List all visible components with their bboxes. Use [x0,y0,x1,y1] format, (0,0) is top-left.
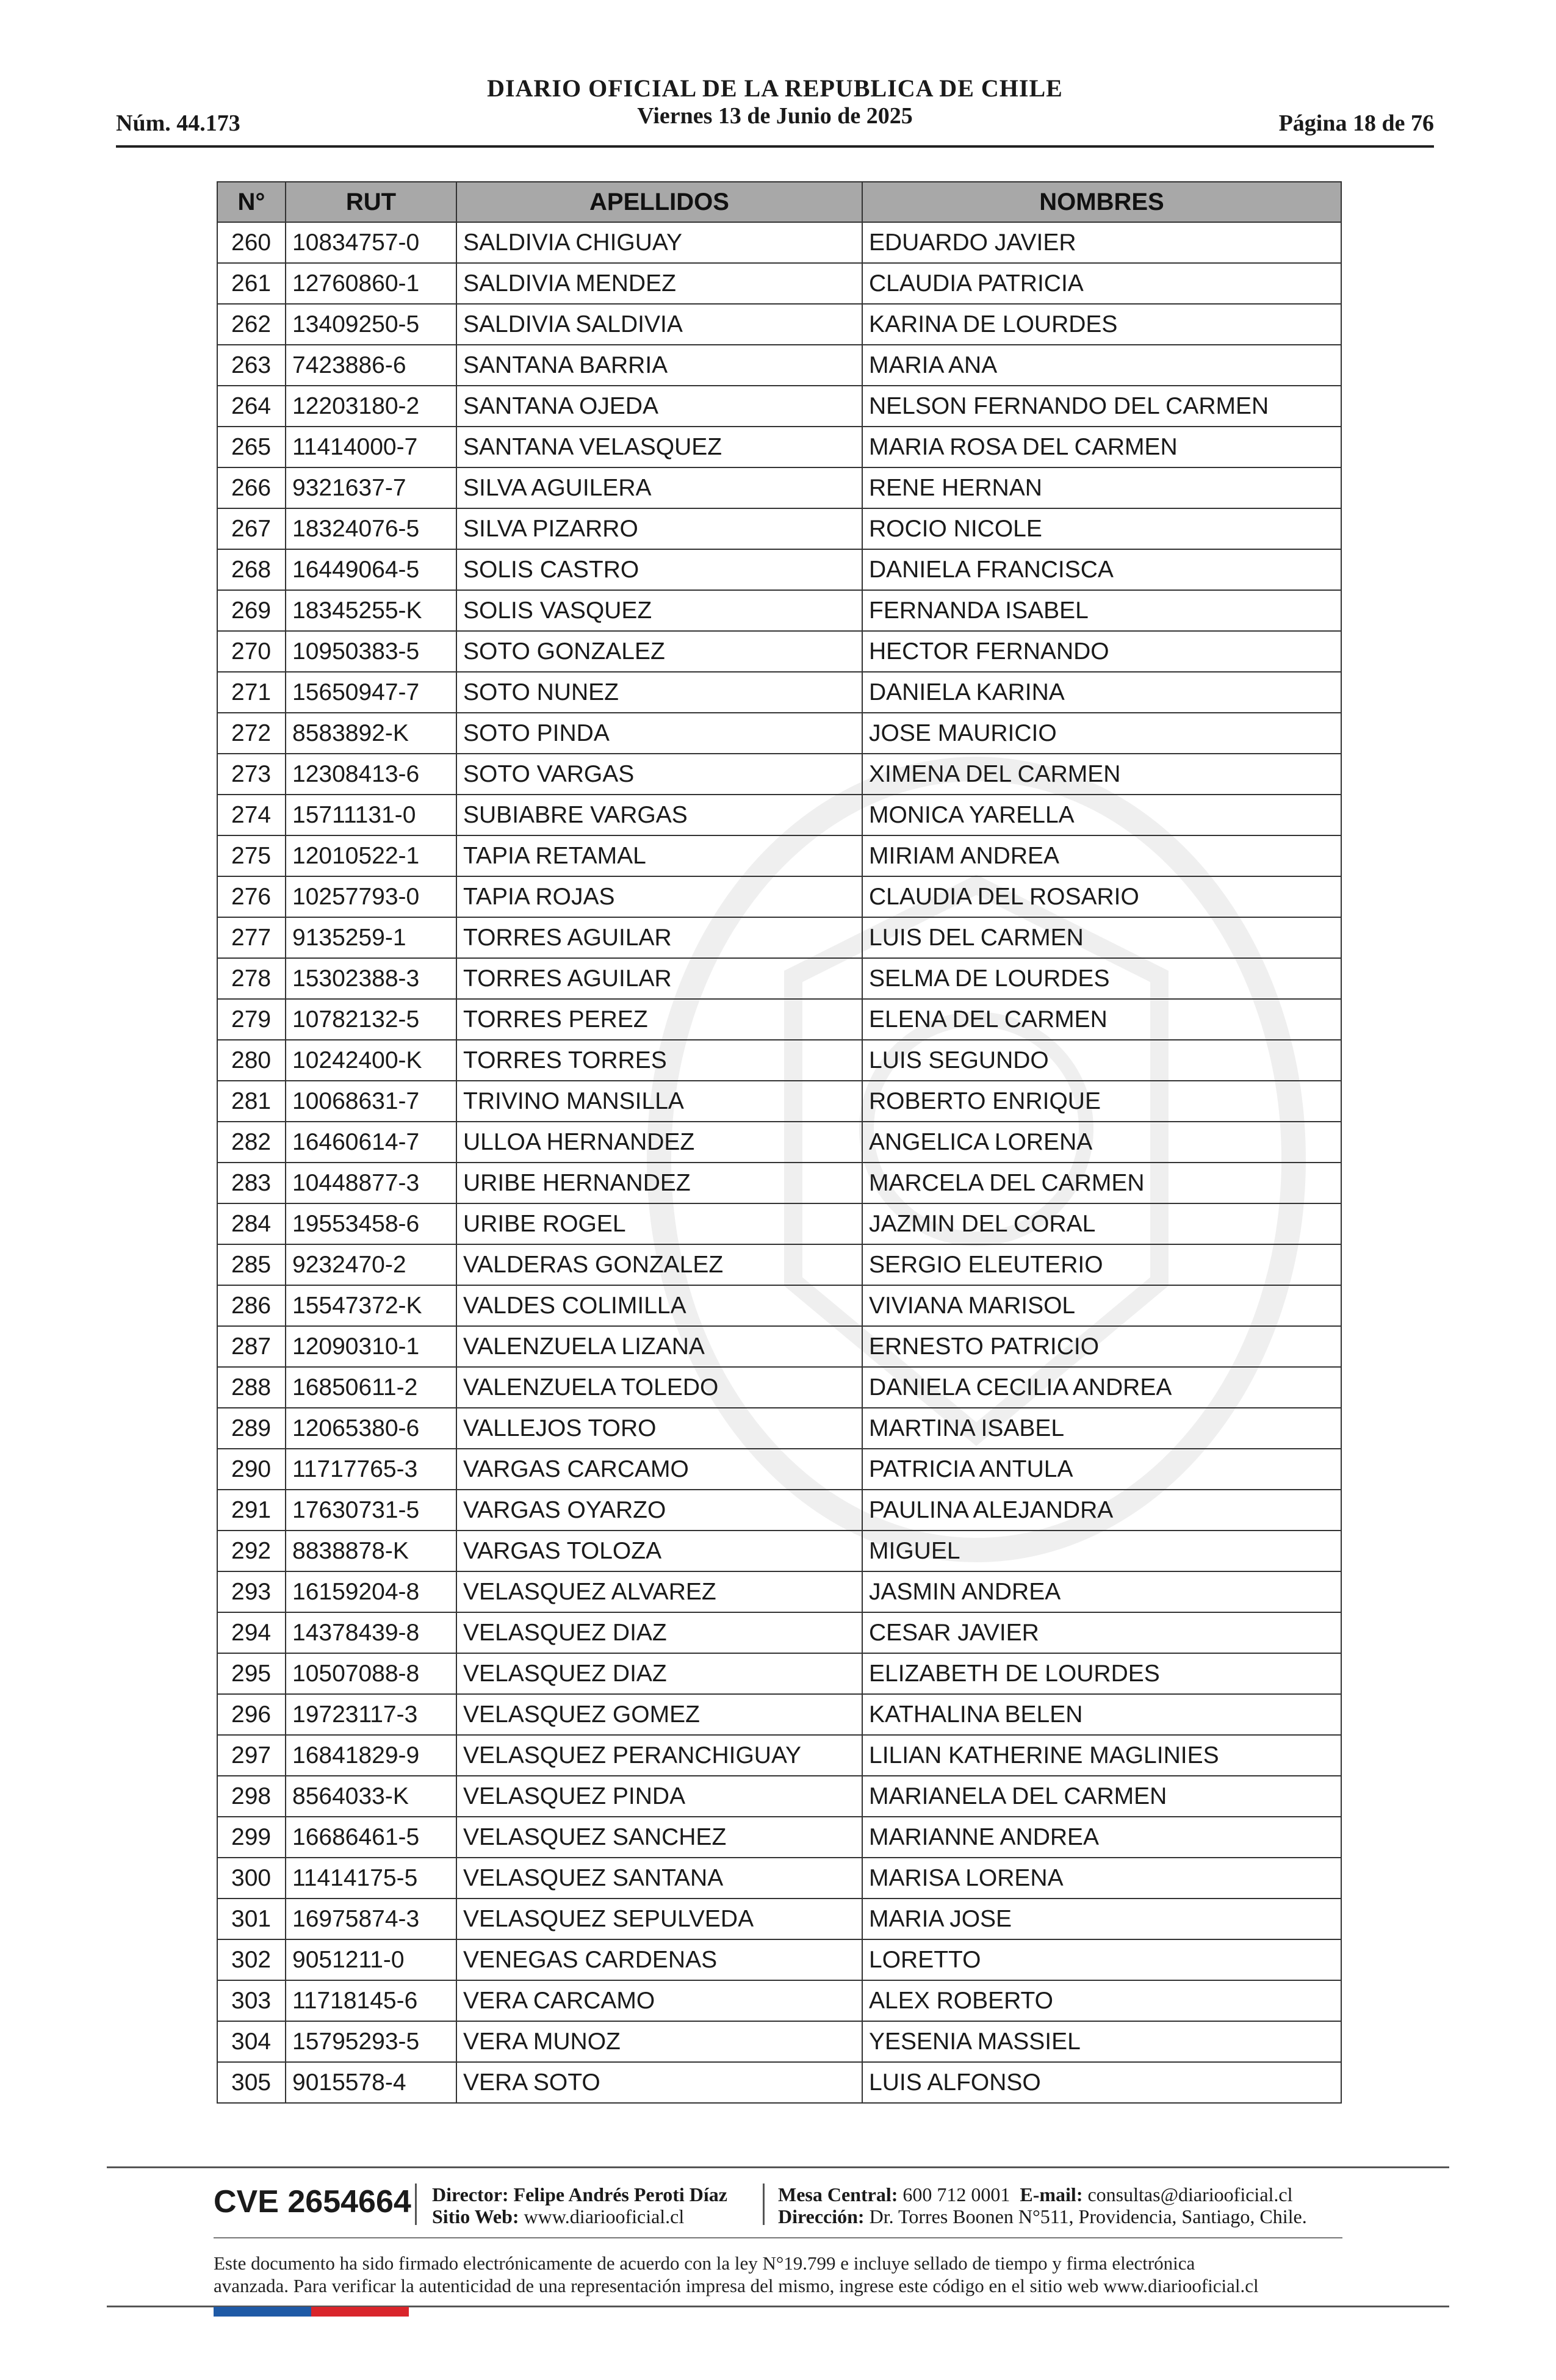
cell-rut: 12203180-2 [286,386,456,427]
footer-separator [415,2183,417,2225]
cell-names: LUIS DEL CARMEN [862,917,1341,958]
cell-names: SERGIO ELEUTERIO [862,1244,1341,1285]
cell-rut: 18345255-K [286,590,456,631]
cell-surnames: VELASQUEZ GOMEZ [456,1694,862,1735]
cell-rut: 17630731-5 [286,1490,456,1531]
cell-surnames: TORRES AGUILAR [456,917,862,958]
cell-names: ELIZABETH DE LOURDES [862,1653,1341,1694]
cell-names: FERNANDA ISABEL [862,590,1341,631]
cell-rut: 11718145-6 [286,1980,456,2021]
cell-number: 277 [217,917,286,958]
cell-surnames: TRIVINO MANSILLA [456,1081,862,1122]
publication-title: DIARIO OFICIAL DE LA REPUBLICA DE CHILE [487,74,1063,102]
cell-surnames: SOTO VARGAS [456,754,862,795]
cell-number: 300 [217,1858,286,1899]
table-row [217,1694,1341,1735]
cell-rut: 8564033-K [286,1776,456,1817]
cell-surnames: VERA MUNOZ [456,2021,862,2062]
cell-names: JASMIN ANDREA [862,1571,1341,1612]
cell-surnames: VELASQUEZ ALVAREZ [456,1571,862,1612]
cell-number: 271 [217,672,286,713]
cell-rut: 8838878-K [286,1531,456,1571]
cell-number: 275 [217,835,286,876]
cell-rut: 12090310-1 [286,1326,456,1367]
address-value: Dr. Torres Boonen N°511, Providencia, Santiago, Chile. [869,2205,1307,2227]
cell-rut: 10950383-5 [286,631,456,672]
issue-number: Núm. 44.173 [116,110,240,136]
cell-names: ERNESTO PATRICIO [862,1326,1341,1367]
footer-divider [214,2237,1342,2238]
cell-rut: 9135259-1 [286,917,456,958]
cell-names: CESAR JAVIER [862,1612,1341,1653]
cell-names: MIGUEL [862,1531,1341,1571]
cell-surnames: VALENZUELA TOLEDO [456,1367,862,1408]
cell-surnames: SALDIVIA SALDIVIA [456,304,862,345]
table-row [217,1612,1341,1653]
email-label: E-mail: [1020,2183,1083,2205]
table-row [217,1980,1341,2021]
cell-rut: 11717765-3 [286,1449,456,1490]
footer-divider [107,2166,1449,2168]
cell-rut: 11414000-7 [286,427,456,467]
cell-names: JAZMIN DEL CORAL [862,1203,1341,1244]
cell-names: PATRICIA ANTULA [862,1449,1341,1490]
cell-names: MARIANELA DEL CARMEN [862,1776,1341,1817]
table-row [217,1326,1341,1367]
cell-surnames: TORRES AGUILAR [456,958,862,999]
cell-rut: 12010522-1 [286,835,456,876]
cell-surnames: VALLEJOS TORO [456,1408,862,1449]
cell-number: 261 [217,263,286,304]
table-row [217,1244,1341,1285]
cell-number: 288 [217,1367,286,1408]
cell-surnames: ULLOA HERNANDEZ [456,1122,862,1163]
footer-director-block [432,2183,727,2227]
cell-number: 284 [217,1203,286,1244]
cell-surnames: VELASQUEZ PERANCHIGUAY [456,1735,862,1776]
cell-names: ANGELICA LORENA [862,1122,1341,1163]
cell-rut: 7423886-6 [286,345,456,386]
cell-number: 305 [217,2062,286,2103]
cell-number: 303 [217,1980,286,2021]
cell-surnames: VARGAS TOLOZA [456,1531,862,1571]
cell-names: XIMENA DEL CARMEN [862,754,1341,795]
table-row [217,795,1341,835]
column-header-names: NOMBRES [862,182,1341,222]
table-row [217,1203,1341,1244]
cell-surnames: TAPIA RETAMAL [456,835,862,876]
table-row [217,1449,1341,1490]
cell-number: 266 [217,467,286,508]
cell-surnames: SOLIS VASQUEZ [456,590,862,631]
cell-names: JOSE MAURICIO [862,713,1341,754]
cell-surnames: TORRES PEREZ [456,999,862,1040]
table-row [217,713,1341,754]
cell-rut: 10507088-8 [286,1653,456,1694]
table-row [217,1285,1341,1326]
cell-names: DANIELA FRANCISCA [862,549,1341,590]
table-header-row [217,182,1341,222]
table-row [217,1735,1341,1776]
cell-rut: 12760860-1 [286,263,456,304]
cell-number: 274 [217,795,286,835]
cell-number: 296 [217,1694,286,1735]
legal-notice [214,2252,1342,2297]
cell-names: MARCELA DEL CARMEN [862,1163,1341,1203]
cell-surnames: VELASQUEZ SANCHEZ [456,1817,862,1858]
cell-rut: 15547372-K [286,1285,456,1326]
legal-line: Este documento ha sido firmado electrónicamente de acuerdo con la ley N°19.799 e incluye sellado de tiempo y firma electrónica [214,2252,1195,2274]
cell-number: 273 [217,754,286,795]
mesa-phone: 600 712 0001 [902,2183,1010,2205]
cell-rut: 18324076-5 [286,508,456,549]
table-row [217,427,1341,467]
cell-number: 262 [217,304,286,345]
cell-rut: 10242400-K [286,1040,456,1081]
cell-number: 283 [217,1163,286,1203]
mesa-label: Mesa Central: [778,2183,898,2205]
email-link[interactable]: consultas@diariooficial.cl [1087,2183,1293,2205]
cell-names: ELENA DEL CARMEN [862,999,1341,1040]
table-row [217,1490,1341,1531]
table-row [217,999,1341,1040]
cell-names: ROCIO NICOLE [862,508,1341,549]
cell-names: DANIELA CECILIA ANDREA [862,1367,1341,1408]
cell-rut: 9051211-0 [286,1939,456,1980]
cell-rut: 10257793-0 [286,876,456,917]
cell-surnames: URIBE HERNANDEZ [456,1163,862,1203]
cell-number: 294 [217,1612,286,1653]
cell-names: MARIANNE ANDREA [862,1817,1341,1858]
table-row [217,917,1341,958]
table-row [217,835,1341,876]
cell-names: MARIA JOSE [862,1899,1341,1939]
cell-names: LORETTO [862,1939,1341,1980]
cell-number: 295 [217,1653,286,1694]
column-header-number: N° [217,182,286,222]
cell-names: KATHALINA BELEN [862,1694,1341,1735]
cell-rut: 12308413-6 [286,754,456,795]
cell-surnames: VALENZUELA LIZANA [456,1326,862,1367]
table-row [217,467,1341,508]
cell-surnames: VARGAS OYARZO [456,1490,862,1531]
cell-surnames: TORRES TORRES [456,1040,862,1081]
cell-names: ROBERTO ENRIQUE [862,1081,1341,1122]
cell-names: ALEX ROBERTO [862,1980,1341,2021]
cell-surnames: SANTANA OJEDA [456,386,862,427]
table-row [217,508,1341,549]
table-row [217,1408,1341,1449]
cell-number: 302 [217,1939,286,1980]
cell-names: CLAUDIA DEL ROSARIO [862,876,1341,917]
cell-number: 289 [217,1408,286,1449]
cell-rut: 16841829-9 [286,1735,456,1776]
table-row [217,345,1341,386]
cell-names: LUIS ALFONSO [862,2062,1341,2103]
cell-surnames: URIBE ROGEL [456,1203,862,1244]
cell-surnames: VALDERAS GONZALEZ [456,1244,862,1285]
cell-number: 279 [217,999,286,1040]
cell-rut: 15795293-5 [286,2021,456,2062]
cell-number: 290 [217,1449,286,1490]
table-row [217,631,1341,672]
cell-number: 282 [217,1122,286,1163]
publication-date: Viernes 13 de Junio de 2025 [637,103,913,129]
cell-surnames: SOTO NUNEZ [456,672,862,713]
table-row [217,2062,1341,2103]
cell-number: 301 [217,1899,286,1939]
table-row [217,1163,1341,1203]
cell-surnames: VERA CARCAMO [456,1980,862,2021]
cell-names: MONICA YARELLA [862,795,1341,835]
cell-names: HECTOR FERNANDO [862,631,1341,672]
cell-names: SELMA DE LOURDES [862,958,1341,999]
column-header-surnames: APELLIDOS [456,182,862,222]
table-row [217,1939,1341,1980]
cell-rut: 10782132-5 [286,999,456,1040]
cell-number: 278 [217,958,286,999]
cell-number: 304 [217,2021,286,2062]
cell-names: VIVIANA MARISOL [862,1285,1341,1326]
cell-surnames: VELASQUEZ PINDA [456,1776,862,1817]
table-row [217,1081,1341,1122]
cell-surnames: SUBIABRE VARGAS [456,795,862,835]
column-header-rut: RUT [286,182,456,222]
cell-surnames: SOTO PINDA [456,713,862,754]
cell-number: 297 [217,1735,286,1776]
cell-rut: 12065380-6 [286,1408,456,1449]
footer-contact-block [778,2183,1307,2227]
cell-number: 291 [217,1490,286,1531]
cell-surnames: SANTANA VELASQUEZ [456,427,862,467]
cell-names: MARIA ANA [862,345,1341,386]
cell-surnames: VARGAS CARCAMO [456,1449,862,1490]
cell-rut: 9015578-4 [286,2062,456,2103]
cell-surnames: TAPIA ROJAS [456,876,862,917]
table-row [217,304,1341,345]
table-row [217,1858,1341,1899]
cell-number: 265 [217,427,286,467]
table-row [217,1776,1341,1817]
footer-separator [763,2183,765,2225]
cell-rut: 16850611-2 [286,1367,456,1408]
cell-rut: 10068631-7 [286,1081,456,1122]
legal-line: avanzada. Para verificar la autenticidad de una representación impresa del mismo, ingrese este código en el sitio web www.diariooficial.cl [214,2275,1259,2296]
cell-surnames: VELASQUEZ DIAZ [456,1653,862,1694]
cell-names: YESENIA MASSIEL [862,2021,1341,2062]
cell-number: 292 [217,1531,286,1571]
cell-names: MARIA ROSA DEL CARMEN [862,427,1341,467]
cell-names: CLAUDIA PATRICIA [862,263,1341,304]
cell-number: 299 [217,1817,286,1858]
table-row [217,590,1341,631]
cell-names: NELSON FERNANDO DEL CARMEN [862,386,1341,427]
director-label: Director: [432,2183,509,2205]
cell-rut: 8583892-K [286,713,456,754]
cell-rut: 9321637-7 [286,467,456,508]
cell-number: 293 [217,1571,286,1612]
cell-names: PAULINA ALEJANDRA [862,1490,1341,1531]
flag-bar-blue [214,2307,311,2317]
cell-rut: 15650947-7 [286,672,456,713]
cell-rut: 10448877-3 [286,1163,456,1203]
cell-number: 280 [217,1040,286,1081]
page-header [116,73,1434,148]
cell-number: 281 [217,1081,286,1122]
cell-rut: 15302388-3 [286,958,456,999]
cell-number: 268 [217,549,286,590]
cell-number: 269 [217,590,286,631]
cell-number: 267 [217,508,286,549]
cell-number: 298 [217,1776,286,1817]
table-row [217,876,1341,917]
cell-names: LILIAN KATHERINE MAGLINIES [862,1735,1341,1776]
cell-surnames: SILVA AGUILERA [456,467,862,508]
cell-names: DANIELA KARINA [862,672,1341,713]
table-body [217,222,1341,2103]
cell-rut: 15711131-0 [286,795,456,835]
cell-surnames: VALDES COLIMILLA [456,1285,862,1326]
cell-rut: 19723117-3 [286,1694,456,1735]
table-row [217,386,1341,427]
cell-number: 285 [217,1244,286,1285]
cell-surnames: VELASQUEZ DIAZ [456,1612,862,1653]
address-label: Dirección: [778,2205,865,2227]
cell-names: KARINA DE LOURDES [862,304,1341,345]
cell-surnames: SALDIVIA MENDEZ [456,263,862,304]
cell-surnames: VELASQUEZ SEPULVEDA [456,1899,862,1939]
cell-rut: 19553458-6 [286,1203,456,1244]
cell-names: MARISA LORENA [862,1858,1341,1899]
table-row [217,1817,1341,1858]
flag-bar-red [311,2307,409,2317]
table-row [217,672,1341,713]
cve-code: CVE 2654664 [214,2184,411,2220]
table-row [217,1040,1341,1081]
cell-rut: 14378439-8 [286,1612,456,1653]
table-row [217,549,1341,590]
cell-rut: 16449064-5 [286,549,456,590]
director-name: Felipe Andrés Peroti Díaz [513,2183,727,2205]
cell-surnames: SOTO GONZALEZ [456,631,862,672]
page-number: Página 18 de 76 [1278,110,1434,136]
table-row [217,222,1341,263]
cell-number: 286 [217,1285,286,1326]
cell-surnames: VELASQUEZ SANTANA [456,1858,862,1899]
cell-rut: 16159204-8 [286,1571,456,1612]
table-row [217,958,1341,999]
table-row [217,754,1341,795]
cell-number: 270 [217,631,286,672]
cell-names: LUIS SEGUNDO [862,1040,1341,1081]
cell-number: 287 [217,1326,286,1367]
cell-rut: 11414175-5 [286,1858,456,1899]
cell-number: 272 [217,713,286,754]
website-link[interactable]: www.diariooficial.cl [524,2205,685,2227]
table-row [217,1531,1341,1571]
cell-surnames: VENEGAS CARDENAS [456,1939,862,1980]
cell-rut: 10834757-0 [286,222,456,263]
cell-number: 260 [217,222,286,263]
cell-surnames: SALDIVIA CHIGUAY [456,222,862,263]
table-row [217,1122,1341,1163]
cell-rut: 16460614-7 [286,1122,456,1163]
cell-rut: 9232470-2 [286,1244,456,1285]
cell-names: MARTINA ISABEL [862,1408,1341,1449]
cell-names: MIRIAM ANDREA [862,835,1341,876]
cell-rut: 13409250-5 [286,304,456,345]
cell-names: EDUARDO JAVIER [862,222,1341,263]
table-row [217,2021,1341,2062]
cell-number: 264 [217,386,286,427]
masthead [116,74,1434,129]
cell-names: RENE HERNAN [862,467,1341,508]
cell-rut: 16975874-3 [286,1899,456,1939]
cell-surnames: SOLIS CASTRO [456,549,862,590]
table-row [217,1367,1341,1408]
table-row [217,1899,1341,1939]
cell-surnames: SANTANA BARRIA [456,345,862,386]
cell-surnames: SILVA PIZARRO [456,508,862,549]
table-row [217,1571,1341,1612]
website-label: Sitio Web: [432,2205,519,2227]
table-row [217,263,1341,304]
cell-number: 276 [217,876,286,917]
cell-rut: 16686461-5 [286,1817,456,1858]
registry-table [217,181,1342,2104]
cell-number: 263 [217,345,286,386]
table-row [217,1653,1341,1694]
cell-surnames: VERA SOTO [456,2062,862,2103]
